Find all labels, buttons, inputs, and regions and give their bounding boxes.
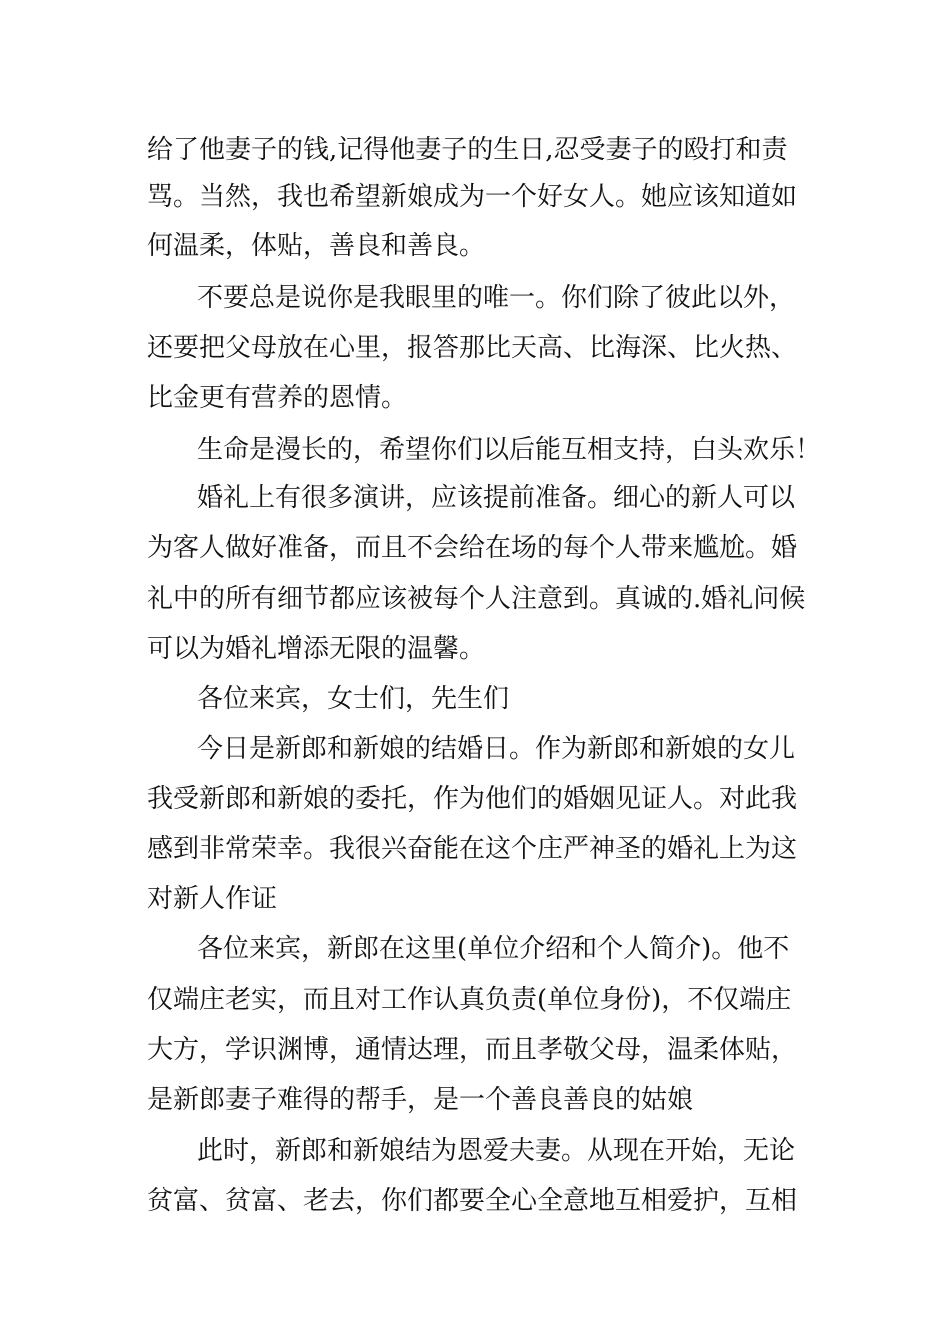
- paragraph-first-line: 各位来宾，女士们，先生们: [197, 684, 510, 714]
- paragraph-first-line: 今日是新郎和新娘的结婚日。作为新郎和新娘的女儿: [197, 734, 796, 764]
- text-line: 感到非常荣幸。我很兴奋能在这个庄严神圣的婚礼上为这: [147, 834, 798, 864]
- paragraph-first-line: 不要总是说你是我眼里的唯一。你们除了彼此以外，: [197, 283, 796, 313]
- text-line: 还要把父母放在心里，报答那比天高、比海深、比火热、: [147, 333, 798, 363]
- paragraph-first-line: 各位来宾，新郎在这里(单位介绍和个人简介)。他不: [197, 934, 790, 964]
- text-line: 给了他妻子的钱,记得他妻子的生日,忍受妻子的殴打和责: [147, 135, 788, 165]
- paragraph-first-line: 生命是漫长的，希望你们以后能互相支持，白头欢乐！: [197, 435, 822, 465]
- text-line: 比金更有营养的恩情。: [147, 383, 408, 413]
- text-line: 骂。当然，我也希望新娘成为一个好女人。她应该知道如: [147, 182, 798, 212]
- text-line: 礼中的所有细节都应该被每个人注意到。真诚的.婚礼问候: [147, 584, 806, 614]
- text-line: 为客人做好准备，而且不会给在场的每个人带来尴尬。婚: [147, 533, 798, 563]
- text-line: 仅端庄老实，而且对工作认真负责(单位身份)，不仅端庄: [147, 985, 792, 1015]
- text-line: 对新人作证: [147, 884, 278, 914]
- text-line: 我受新郎和新娘的委托，作为他们的婚姻见证人。对此我: [147, 784, 798, 814]
- text-line: 大方，学识渊博，通情达理，而且孝敬父母，温柔体贴，: [147, 1035, 798, 1065]
- paragraph-first-line: 婚礼上有很多演讲，应该提前准备。细心的新人可以: [197, 483, 796, 513]
- text-line: 是新郎妻子难得的帮手，是一个善良善良的姑娘: [147, 1085, 694, 1115]
- text-line: 何温柔，体贴，善良和善良。: [147, 231, 486, 261]
- text-line: 可以为婚礼增添无限的温馨。: [147, 634, 486, 664]
- text-line: 贫富、贫富、老去，你们都要全心全意地互相爱护，互相: [147, 1186, 798, 1216]
- paragraph-first-line: 此时，新郎和新娘结为恩爱夫妻。从现在开始，无论: [197, 1136, 796, 1166]
